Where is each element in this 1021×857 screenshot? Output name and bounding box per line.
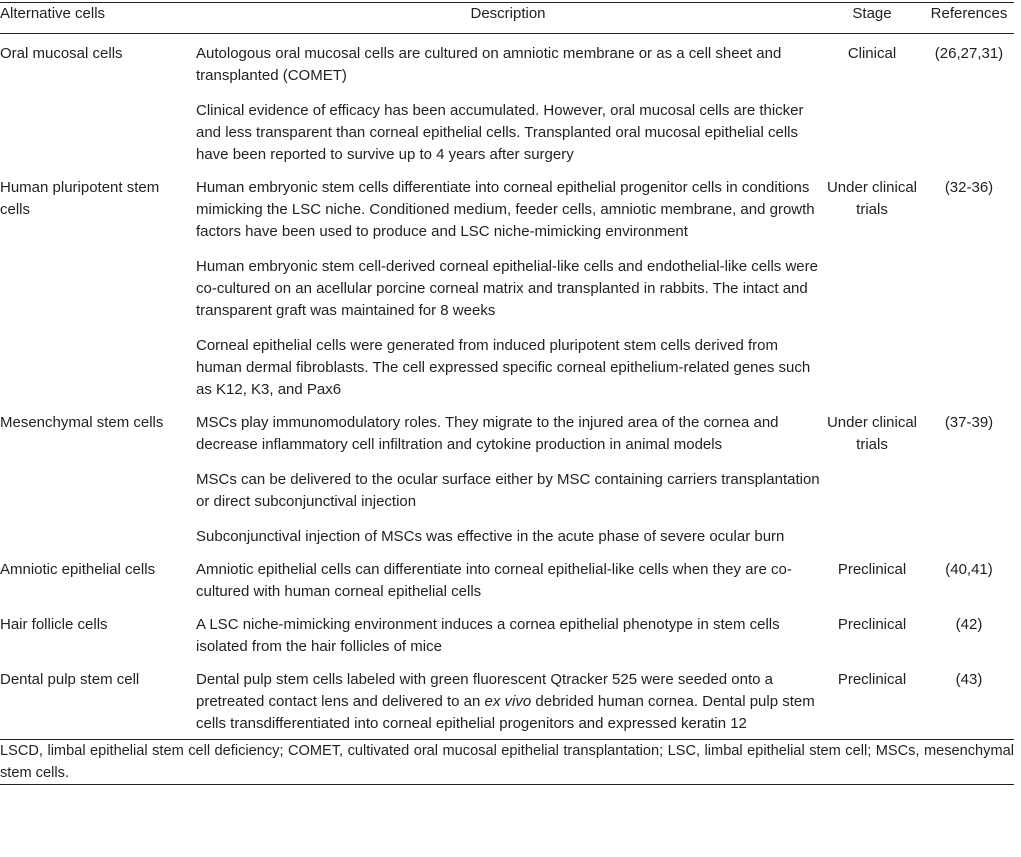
header-stage: Stage — [820, 3, 924, 34]
description-paragraph: MSCs play immunomodulatory roles. They migrate to the injured area of the cornea and decrease inflammatory cell infiltration and cytokine production in animal models — [196, 414, 779, 453]
table-row — [0, 34, 1014, 169]
table-footnote: LSCD, limbal epithelial stem cell deficiency; COMET, cultivated oral mucosal epithelial transplantation; LSC, limbal epithelial stem cell; MSCs, mesenchymal stem cells. — [0, 740, 1014, 785]
description-paragraph — [196, 669, 820, 735]
cell-description — [196, 660, 820, 740]
table-row — [0, 605, 1014, 660]
description-paragraph: MSCs can be delivered to the ocular surface either by MSC containing carriers transplantation or direct subconjunctival injection — [196, 471, 820, 510]
cell-references: (43) — [955, 671, 983, 688]
description-paragraph: Autologous oral mucosal cells are cultured on amniotic membrane or as a cell sheet and transplanted (COMET) — [196, 45, 782, 84]
footnote-row — [0, 740, 1014, 785]
description-paragraph: Human embryonic stem cell-derived corneal epithelial-like cells and endothelial-like cells were co-cultured on an acellular porcine corneal matrix and transplanted in rabbits. The intact and transparent graft was maintained for 8 weeks — [196, 258, 818, 319]
header-references: References — [924, 3, 1014, 34]
table-row — [0, 168, 1014, 403]
description-paragraph: Subconjunctival injection of MSCs was effective in the acute phase of severe ocular burn — [196, 528, 785, 545]
header-description: Description — [196, 3, 820, 34]
description-text-italic: ex vivo — [484, 693, 532, 710]
cell-references: (40,41) — [945, 561, 993, 578]
description-paragraph: Clinical evidence of efficacy has been accumulated. However, oral mucosal cells are thicker and less transparent than corneal epithelial cells. Transplanted oral mucosal epithelial cells have been reported to survive up to 4 years after surgery — [196, 102, 804, 163]
cell-references: (42) — [955, 616, 983, 633]
cell-name: Mesenchymal stem cells — [0, 414, 164, 431]
cell-description — [196, 605, 820, 660]
description-text-after: debrided human cornea. Dental pulp stem cells transdifferentiated into corneal epithelial progenitors and expressed keratin 12 — [196, 693, 815, 732]
table-row — [0, 660, 1014, 740]
description-paragraph: Amniotic epithelial cells can differentiate into corneal epithelial-like cells when they are co-cultured with human corneal epithelial cells — [196, 561, 792, 600]
header-alternative-cells: Alternative cells — [0, 3, 196, 34]
cell-stage: Preclinical — [837, 671, 907, 688]
cell-description — [196, 168, 820, 403]
description-paragraph: Corneal epithelial cells were generated from induced pluripotent stem cells derived from human dermal fibroblasts. The cell expressed specific corneal epithelium-related genes such as K12, K3, and Pax6 — [196, 337, 811, 398]
description-paragraph: Human embryonic stem cells differentiate into corneal epithelial progenitor cells in conditions mimicking the LSC niche. Conditioned medium, feeder cells, amniotic membrane, and growth factors have been used to produce and LSC niche-mimicking environment — [196, 179, 815, 240]
cell-stage: Preclinical — [837, 561, 907, 578]
cell-stage: Preclinical — [837, 616, 907, 633]
alternative-cells-table — [0, 2, 1014, 785]
cell-description — [196, 403, 820, 550]
table-row — [0, 550, 1014, 605]
table-row — [0, 403, 1014, 550]
header-row — [0, 3, 1014, 34]
cell-description — [196, 550, 820, 605]
cell-name: Hair follicle cells — [0, 616, 108, 633]
cell-name: Oral mucosal cells — [0, 45, 123, 62]
cell-description — [196, 34, 820, 169]
cell-references: (32-36) — [944, 179, 994, 196]
cell-references: (26,27,31) — [934, 45, 1004, 62]
cell-stage: Under clinical trials — [826, 414, 918, 453]
cell-name: Dental pulp stem cell — [0, 671, 140, 688]
cell-name: Human pluripotent stem cells — [0, 179, 160, 218]
cell-stage: Clinical — [847, 45, 897, 62]
cell-references: (37-39) — [944, 414, 994, 431]
cell-name: Amniotic epithelial cells — [0, 561, 156, 578]
description-text-before: Dental pulp stem cells labeled with green fluorescent Qtracker 525 were seeded onto a pretreated contact lens and delivered to an — [196, 671, 773, 710]
cell-stage: Under clinical trials — [826, 179, 918, 218]
description-paragraph: A LSC niche-mimicking environment induces a cornea epithelial phenotype in stem cells isolated from the hair follicles of mice — [196, 616, 780, 655]
